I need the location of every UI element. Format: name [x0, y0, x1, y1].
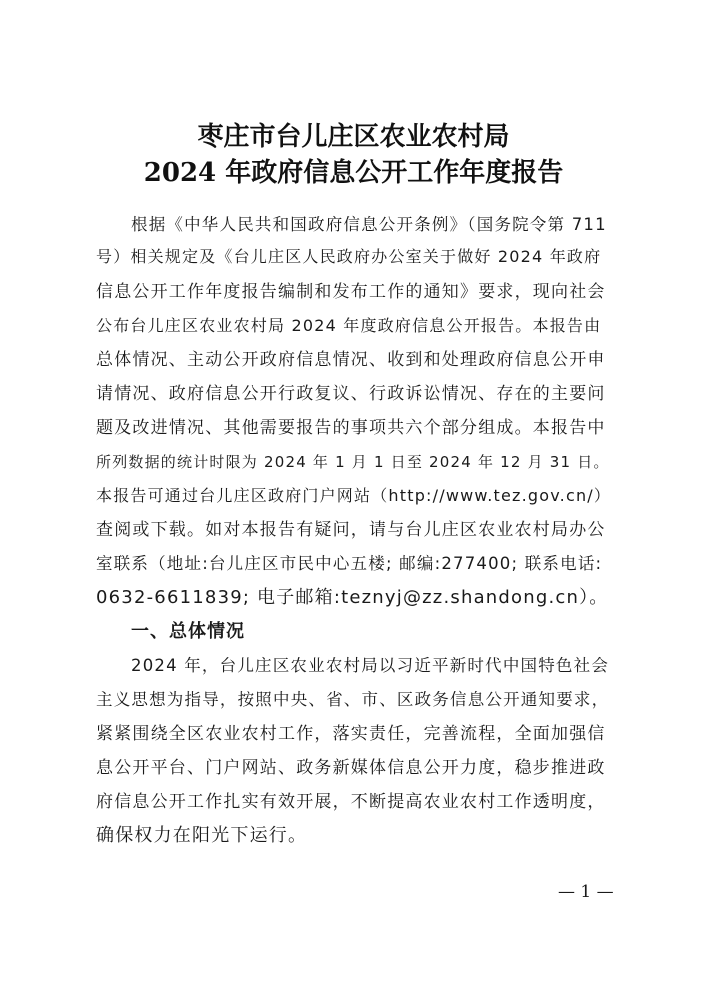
section1-line: 主义思想为指导，按照中央、省、市、区政务信息公开通知要求， [96, 690, 610, 709]
section1-line: 确保权力在阳光下运行。 [96, 825, 308, 846]
section1-line: 府信息公开工作扎实有效开展，不断提高农业农村工作透明度， [96, 792, 606, 812]
intro-line: 信息公开工作年度报告编制和发布工作的通知》要求，现向社会 [96, 282, 606, 302]
intro-line: 题及改进情况、其他需要报告的事项共六个部分组成。本报告中 [96, 418, 606, 438]
intro-line: 号）相关规定及《台儿庄区人民政府办公室关于做好 2024 年政府 [96, 247, 602, 266]
page-number: — 1 — [558, 882, 614, 902]
intro-line: 根据《中华人民共和国政府信息公开条例》（国务院令第 711 [131, 215, 607, 234]
intro-line: 所列数据的统计时限为 2024 年 1 月 1 日至 2024 年 12 月 31 日。 [96, 453, 610, 471]
intro-line: 查阅或下载。如对本报告有疑问，请与台儿庄区农业农村局办公 [96, 520, 606, 540]
section1-line: 2024 年，台儿庄区农业农村局以习近平新时代中国特色社会 [131, 656, 610, 675]
section-heading: 一、总体情况 [131, 621, 245, 642]
intro-line: 总体情况、主动公开政府信息情况、收到和处理政府信息公开申 [96, 350, 606, 370]
intro-line: 0632-6611839; 电子邮箱:teznyj@zz.shandong.cn）。 [96, 587, 609, 608]
document-title-line-1: 枣庄市台儿庄区农业农村局 [197, 122, 510, 152]
section1-line: 息公开平台、门户网站、政务新媒体信息公开力度，稳步推进政 [96, 758, 606, 778]
intro-line: 公布台儿庄区农业农村局 2024 年度政府信息公开报告。本报告由 [96, 316, 602, 335]
intro-line: 本报告可通过台儿庄区政府门户网站（http://www.tez.gov.cn/） [96, 486, 612, 505]
section1-line: 紧紧围绕全区农业农村工作，落实责任，完善流程，全面加强信 [96, 724, 606, 744]
document-title-line-2: 2024 年政府信息公开工作年度报告 [143, 158, 564, 188]
intro-line: 室联系（地址:台儿庄区市民中心五楼; 邮编:277400; 联系电话: [96, 554, 603, 573]
intro-line: 请情况、政府信息公开行政复议、行政诉讼情况、存在的主要问 [96, 384, 606, 404]
